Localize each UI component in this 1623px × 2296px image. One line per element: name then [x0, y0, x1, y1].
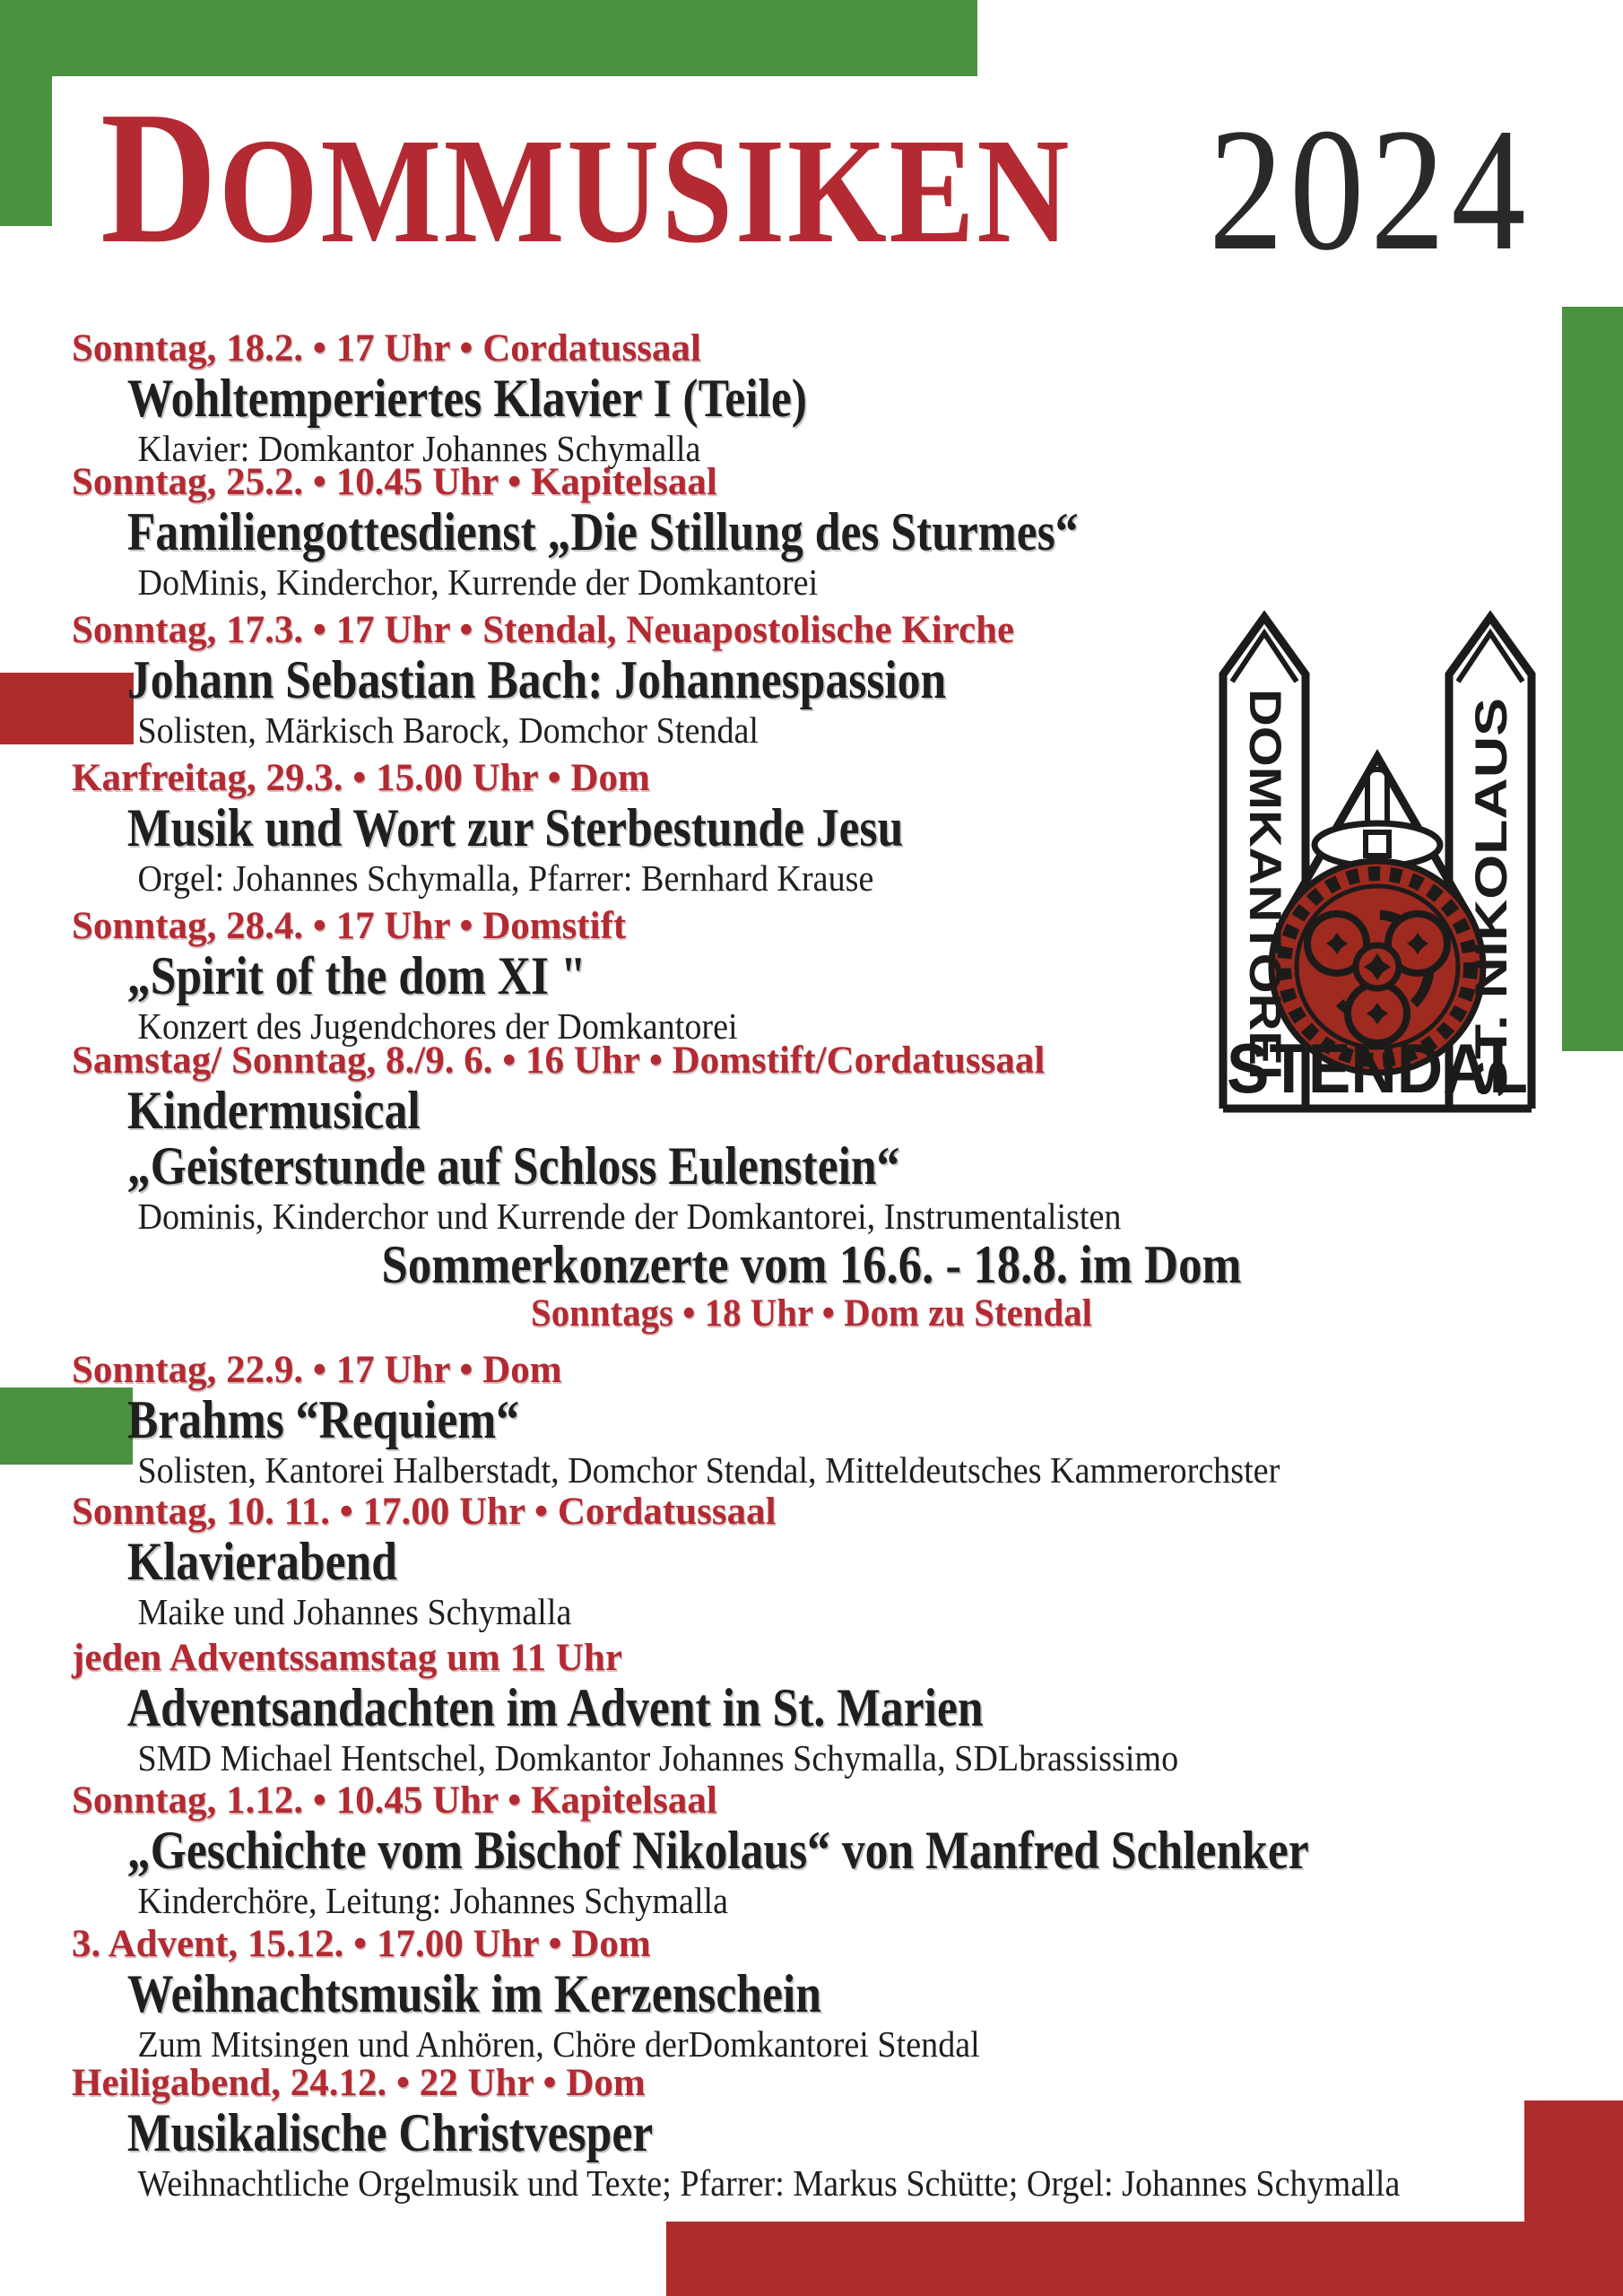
event-title: Adventsandachten im Advent in St. Marien	[126, 1678, 984, 1737]
event-title: Kindermusical	[126, 1081, 421, 1140]
event-date: Sonntag, 22.9. • 17 Uhr • Dom	[72, 1349, 562, 1391]
event-group	[0, 1637, 1623, 1780]
title-year: 2024	[1208, 92, 1532, 287]
event-group	[0, 327, 1623, 471]
logo-bottom-label: STENDAL	[1227, 1029, 1528, 1108]
title-rest: OMMUSIKEN	[218, 108, 1072, 274]
event-group	[0, 461, 1623, 604]
event-subtitle: Solisten, Märkisch Barock, Domchor Stendal	[137, 709, 759, 751]
event-title: Familiengottesdienst „Die Stillung des Sturmes“	[126, 502, 1079, 561]
event-subtitle: Zum Mitsingen und Anhören, Chöre derDomkantorei Stendal	[137, 2023, 980, 2065]
event-subtitle: Dominis, Kinderchor und Kurrende der Domkantorei, Instrumentalisten	[137, 1196, 1122, 1237]
event-group	[0, 1491, 1623, 1634]
event-title-2: „Geisterstunde auf Schloss Eulenstein“	[126, 1136, 900, 1196]
event-title: „Spirit of the dom XI "	[126, 946, 586, 1005]
event-subtitle: Solisten, Kantorei Halberstadt, Domchor Stendal, Mitteldeutsches Kammerorchster	[137, 1449, 1280, 1491]
event-group	[0, 1923, 1623, 2066]
event-title: Brahms “Requiem“	[126, 1390, 520, 1449]
event-subtitle: Kinderchöre, Leitung: Johannes Schymalla	[137, 1880, 729, 1921]
event-title: Klavierabend	[126, 1532, 397, 1591]
green-corner-bar	[0, 0, 977, 76]
event-group	[0, 1779, 1623, 1923]
event-title: Weihnachtsmusik im Kerzenschein	[126, 1964, 821, 2023]
event-subtitle: Orgel: Johannes Schymalla, Pfarrer: Bernhard Krause	[137, 857, 874, 899]
event-title: Musik und Wort zur Sterbestunde Jesu	[126, 798, 904, 857]
event-subtitle: DoMinis, Kinderchor, Kurrende der Domkantorei	[137, 561, 819, 603]
event-date: Sonntag, 18.2. • 17 Uhr • Cordatussaal	[72, 327, 701, 370]
green-corner-strip	[0, 76, 52, 226]
event-date: Sonntag, 17.3. • 17 Uhr • Stendal, Neuapostolische Kirche	[72, 609, 1015, 651]
event-date: Sonntag, 1.12. • 10.45 Uhr • Kapitelsaal	[72, 1779, 717, 1822]
logo-left-tower-label: DOMKANTOREI	[1240, 689, 1290, 1027]
logo-right-tower-label: ST. NIKOLAUS	[1466, 786, 1516, 1098]
event-title: Johann Sebastian Bach: Johannespassion	[126, 650, 947, 709]
event-subtitle: SMD Michael Hentschel, Domkantor Johannes Schymalla, SDLbrassissimo	[137, 1737, 1179, 1779]
event-title: Musikalische Christvesper	[126, 2103, 654, 2162]
red-bottom-bar	[666, 2222, 1623, 2296]
event-date: jeden Adventssamstag um 11 Uhr	[72, 1637, 622, 1679]
event-date: Sonntag, 25.2. • 10.45 Uhr • Kapitelsaal	[72, 461, 717, 503]
event-group	[0, 1039, 1623, 1239]
event-group	[0, 2062, 1623, 2205]
summer-header-subtitle: Sonntags • 18 Uhr • Dom zu Stendal	[531, 1292, 1092, 1335]
event-date: Karfreitag, 29.3. • 15.00 Uhr • Dom	[72, 757, 650, 799]
event-group	[0, 757, 1623, 900]
event-title: Wohltemperiertes Klavier I (Teile)	[126, 369, 807, 428]
event-date: Sonntag, 10. 11. • 17.00 Uhr • Cordatussaal	[72, 1491, 777, 1533]
event-date: Sonntag, 28.4. • 17 Uhr • Domstift	[72, 905, 627, 947]
event-group	[0, 609, 1623, 752]
event-subtitle: Klavier: Domkantor Johannes Schymalla	[137, 428, 701, 469]
event-group	[0, 1349, 1623, 1492]
summer-concerts-header	[0, 1237, 1623, 1335]
event-date: Samstag/ Sonntag, 8./9. 6. • 16 Uhr • Domstift/Cordatussaal	[72, 1039, 1046, 1082]
event-date: 3. Advent, 15.12. • 17.00 Uhr • Dom	[72, 1923, 651, 1965]
event-subtitle: Weihnachtliche Orgelmusik und Texte; Pfarrer: Markus Schütte; Orgel: Johannes Schymalla	[137, 2162, 1401, 2204]
summer-header-title: Sommerkonzerte vom 16.6. - 18.8. im Dom	[381, 1235, 1242, 1294]
event-subtitle: Maike und Johannes Schymalla	[137, 1591, 572, 1632]
event-subtitle: Konzert des Jugendchores der Domkantorei	[137, 1005, 738, 1047]
event-group	[0, 905, 1623, 1048]
title-initial: D	[100, 72, 219, 283]
event-title: „Geschichte vom Bischof Nikolaus“ von Manfred Schlenker	[126, 1821, 1309, 1880]
event-date: Heiligabend, 24.12. • 22 Uhr • Dom	[72, 2062, 646, 2104]
poster-title	[100, 72, 1532, 287]
